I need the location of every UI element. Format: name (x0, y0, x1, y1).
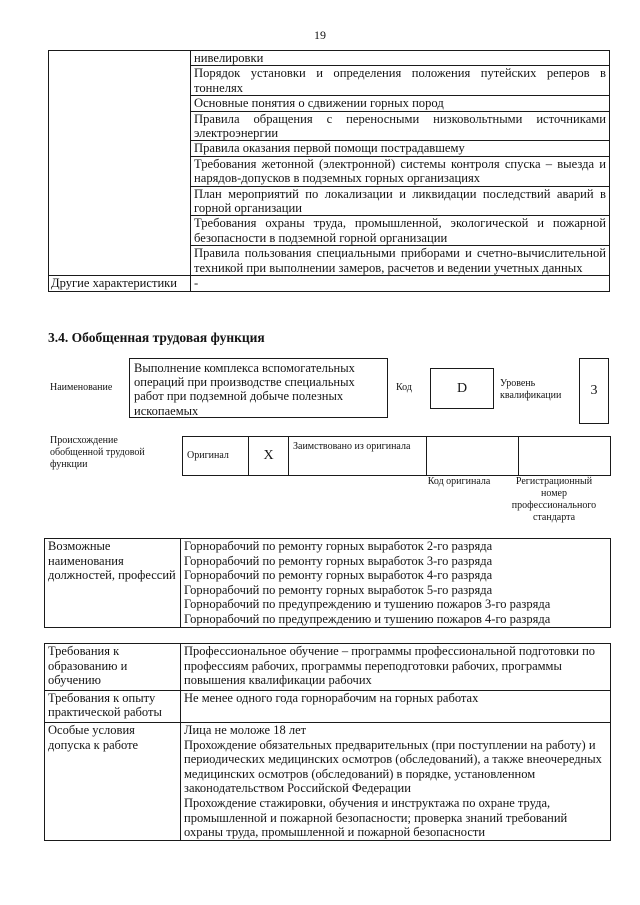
knowledge-row: Основные понятия о сдвижении горных пород (191, 96, 610, 111)
experience-requirements-label: Требования к опыту практической работы (45, 690, 181, 722)
knowledge-row: Правила оказания первой помощи пострадавшему (191, 141, 610, 156)
reg-number-caption: Регистрационный номер профессионального стандарта (511, 476, 597, 523)
code-box: D (430, 368, 494, 409)
qualification-level-label: Уровень квалификации (500, 378, 562, 401)
code-label: Код (396, 382, 412, 393)
knowledge-row: нивелировки (191, 51, 610, 66)
code-original-caption: Код оригинала (427, 476, 491, 487)
section-heading: 3.4. Обобщенная трудовая функция (48, 330, 265, 345)
original-mark: X (249, 437, 289, 476)
knowledge-table (48, 50, 610, 292)
position-item: Горнорабочий по ремонту горных выработок 3-го разряда (184, 553, 493, 568)
special-condition-item: Лица не моложе 18 лет (184, 722, 307, 737)
other-characteristics-value: - (191, 276, 610, 291)
position-item: Горнорабочий по ремонту горных выработок 5-го разряда (184, 582, 493, 597)
other-characteristics-label: Другие характеристики (49, 276, 191, 291)
function-name-box: Выполнение комплекса вспомогательных операций при производстве специальных работ при подземной добыче полезных ископаемых (129, 358, 388, 418)
position-item: Горнорабочий по предупреждению и тушению пожаров 4-го разряда (184, 611, 551, 626)
special-conditions-values (181, 722, 611, 840)
borrowed-label: Заимствовано из оригинала (289, 437, 427, 476)
position-item: Горнорабочий по ремонту горных выработок 2-го разряда (184, 539, 493, 553)
knowledge-row: Требования жетонной (электронной) системы контроля спуска – выезда и нарядов-допусков в подземных горных организациях (191, 156, 610, 186)
special-condition-item: Прохождение обязательных предварительных (при поступлении на работу) и периодических медицинских осмотров (обследований), а также внеочередных медицинских осмотров (обследований) в порядке, установленном законодательством Российской Федерации (184, 737, 602, 796)
positions-label: Возможные наименования должностей, профессий (45, 539, 181, 628)
knowledge-row: План мероприятий по локализации и ликвидации последствий аварий в горной организации (191, 186, 610, 216)
origin-label: Происхождение обобщенной трудовой функции (50, 435, 145, 470)
page-number: 19 (314, 28, 326, 42)
knowledge-row: Правила пользования специальными приборами и счетно-вычислительной техникой при выполнении замеров, расчетов и ведении учетных данных (191, 246, 610, 276)
special-conditions-label: Особые условия допуска к работе (45, 722, 181, 840)
position-item: Горнорабочий по ремонту горных выработок 4-го разряда (184, 568, 493, 583)
original-label: Оригинал (183, 437, 249, 476)
name-label: Наименование (50, 382, 113, 393)
origin-table (182, 436, 611, 476)
knowledge-row: Порядок установки и определения положения путейских реперов в тоннелях (191, 66, 610, 96)
knowledge-row: Правила обращения с переносными низковольтными источниками электроэнергии (191, 111, 610, 141)
knowledge-row: Требования охраны труда, промышленной, экологической и пожарной безопасности в подземной горной организации (191, 216, 610, 246)
qualification-level-box: 3 (579, 358, 609, 424)
knowledge-label-cell (49, 51, 191, 276)
position-item: Горнорабочий по предупреждению и тушению пожаров 3-го разряда (184, 597, 551, 612)
reg-number-cell (519, 437, 611, 476)
education-requirements-label: Требования к образованию и обучению (45, 644, 181, 691)
code-original-cell (427, 437, 519, 476)
positions-table (44, 538, 611, 628)
positions-list (181, 539, 611, 628)
special-condition-item: Прохождение стажировки, обучения и инструктажа по охране труда, промышленной и пожарной безопасности; проверка знаний требований охраны труда, промышленной и пожарной безопасности (184, 795, 568, 840)
education-requirements-value: Профессиональное обучение – программы профессиональной подготовки по профессиям рабочих, программы переподготовки рабочих, программы повышения квалификации рабочих (181, 644, 611, 691)
experience-requirements-value: Не менее одного года горнорабочим на горных работах (181, 690, 611, 722)
requirements-table (44, 643, 611, 841)
